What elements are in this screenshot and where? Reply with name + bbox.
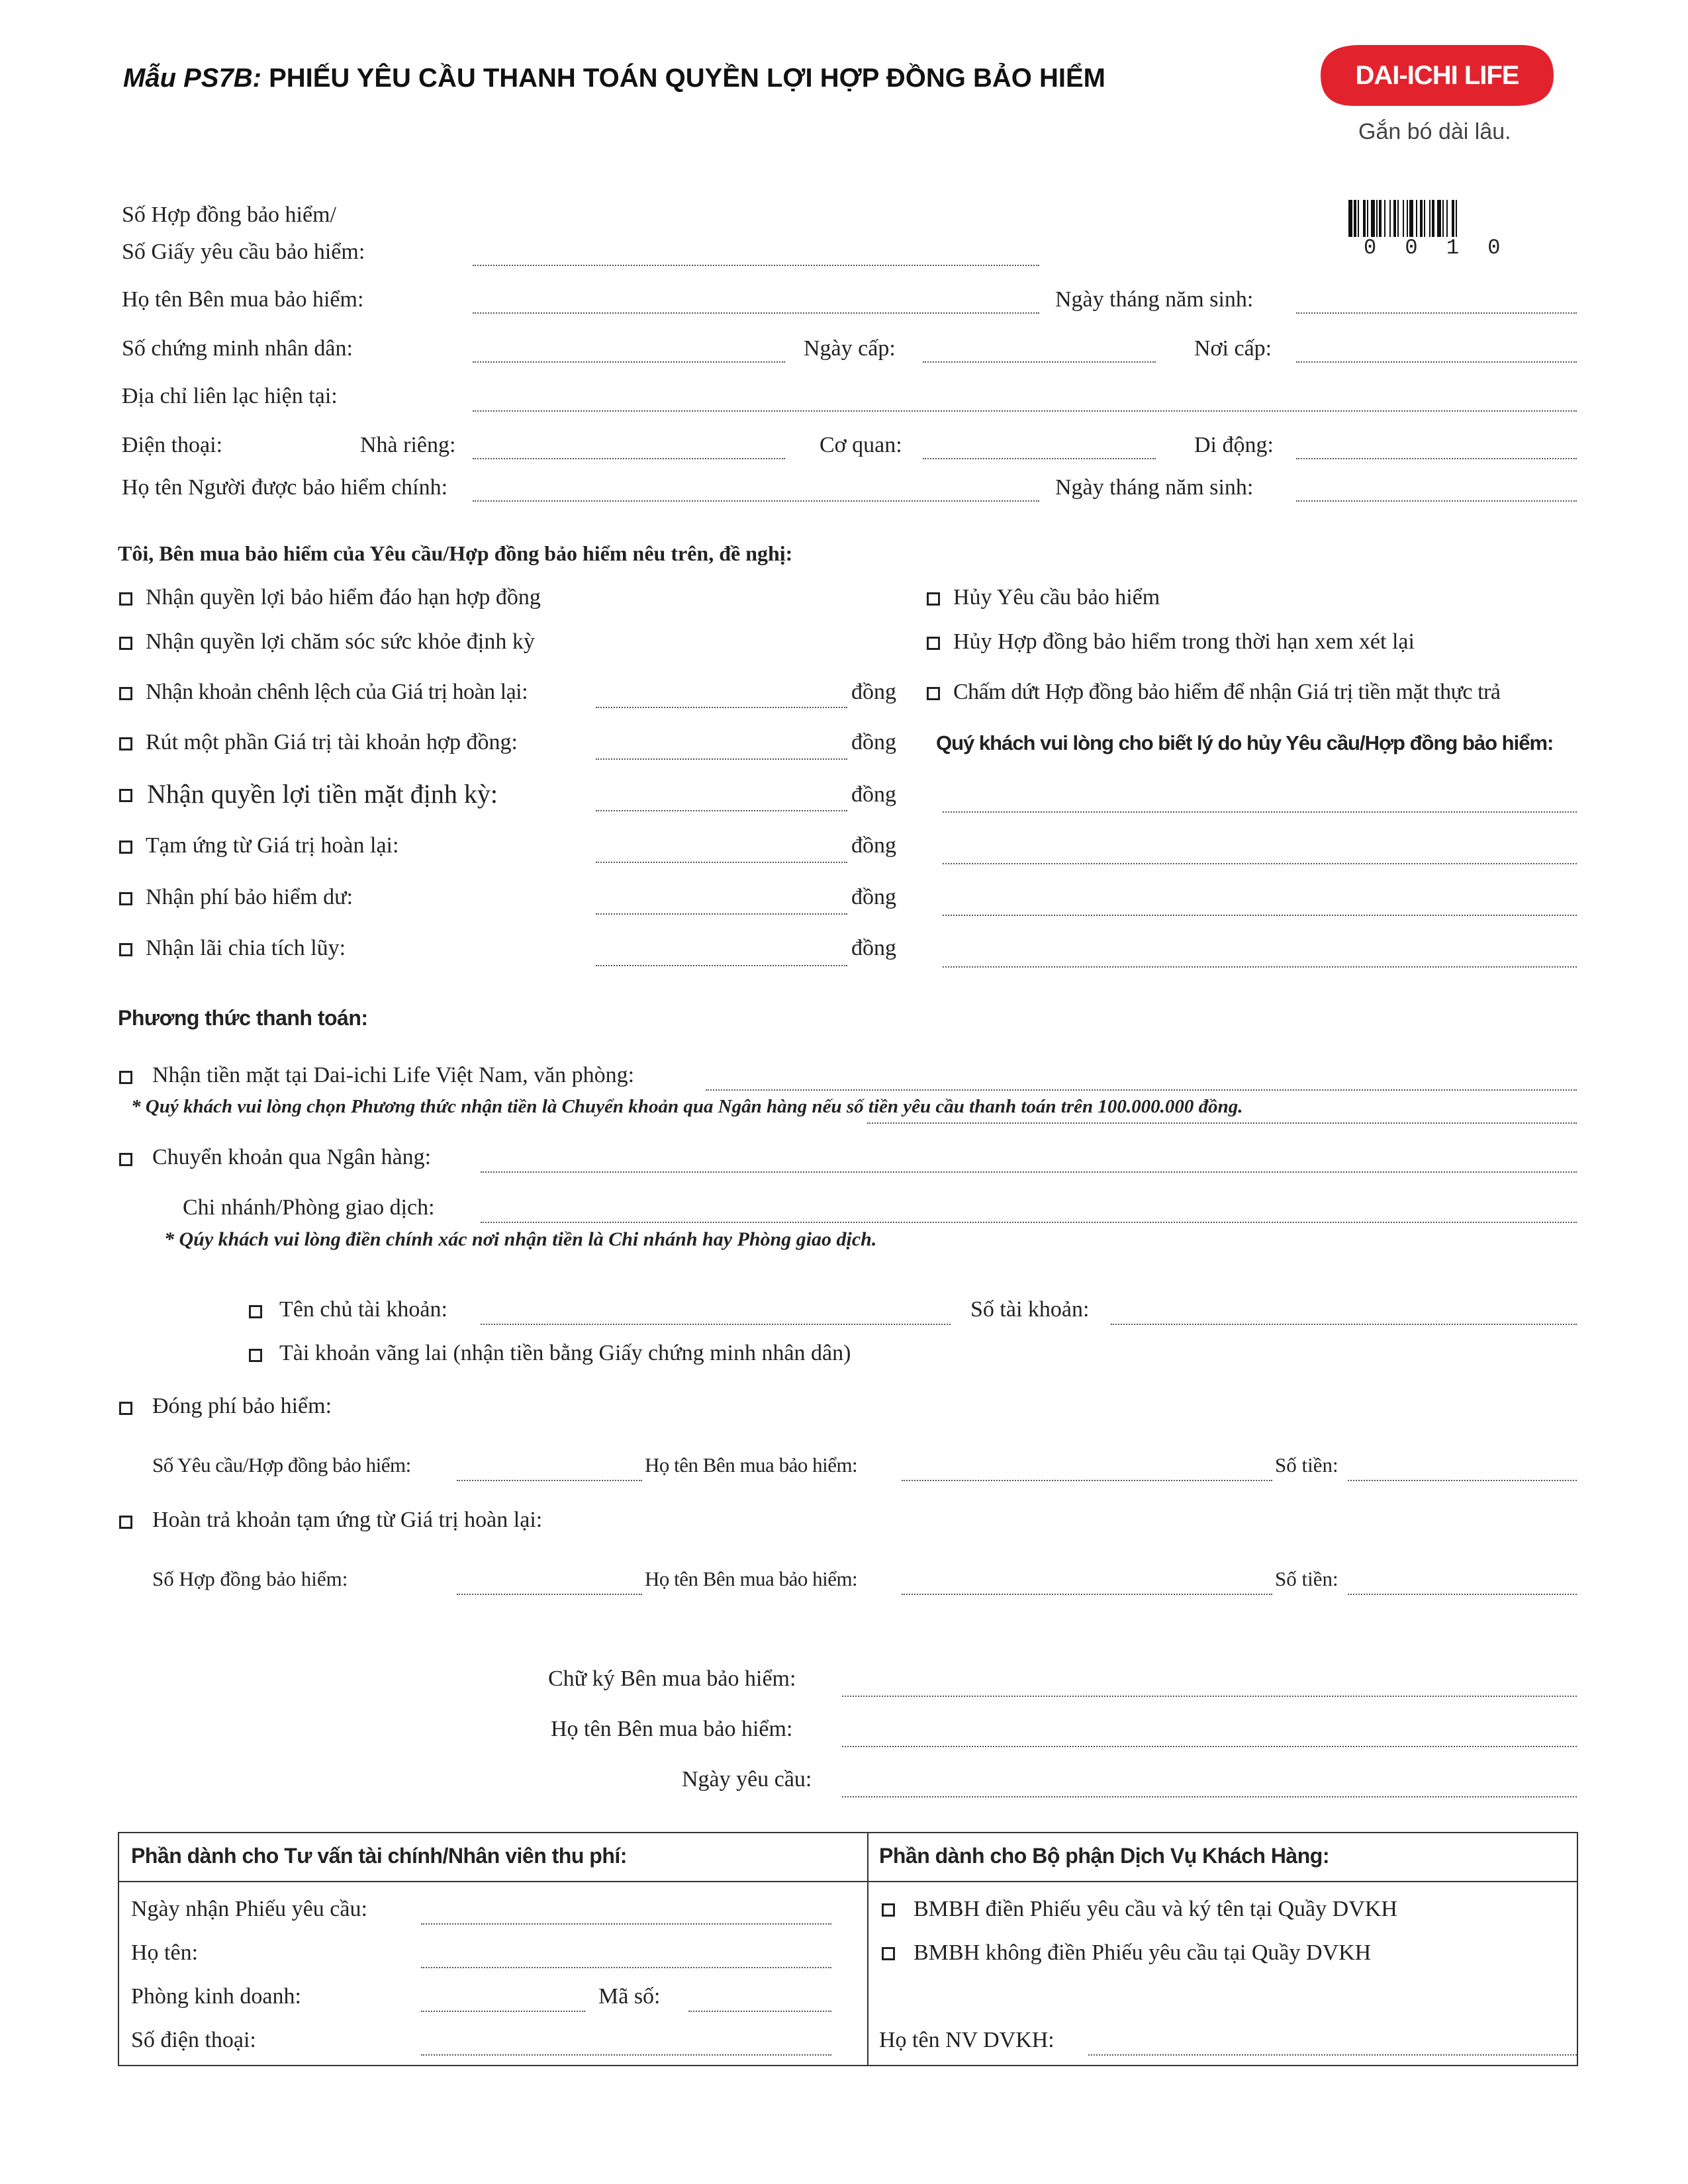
- phone-label: Điện thoại:: [122, 433, 223, 457]
- payment-heading: Phương thức thanh toán:: [118, 1006, 368, 1030]
- payment-branch-label: Chi nhánh/Phòng giao dịch:: [183, 1195, 435, 1220]
- insured-name-label: Họ tên Người được bảo hiểm chính:: [122, 475, 448, 500]
- option-cash-benefit-label: Nhận quyền lợi tiền mặt định kỳ:: [147, 779, 498, 809]
- cash-benefit-amount-field[interactable]: [596, 810, 847, 811]
- payment-cash-checkbox[interactable]: [119, 1071, 132, 1084]
- logo-text: DAI-ICHI LIFE: [1355, 61, 1519, 90]
- payment-cash-note: * Quý khách vui lòng chọn Phương thức nhận tiền là Chuyển khoản qua Ngân hàng nếu số tiền yêu cầu thanh toán trên 100.000.000 đồng.: [131, 1096, 1243, 1117]
- repay-advance-checkbox[interactable]: [119, 1516, 132, 1529]
- issue-date-field[interactable]: [923, 361, 1156, 363]
- cs-option-1-label: BMBH điền Phiếu yêu cầu và ký tên tại Quầy DVKH: [914, 1897, 1397, 1921]
- payment-cash-office-field[interactable]: [706, 1089, 1577, 1091]
- advisor-section-heading: Phần dành cho Tư vấn tài chính/Nhân viên thu phí:: [131, 1844, 627, 1868]
- option-partial-withdraw-checkbox[interactable]: [119, 737, 132, 751]
- logo-tagline: Gắn bó dài lâu.: [1358, 119, 1511, 144]
- request-date-label: Ngày yêu cầu:: [682, 1767, 812, 1792]
- dividend-amount-field[interactable]: [596, 965, 847, 966]
- contract-number-label-2: Số Giấy yêu cầu bảo hiểm:: [122, 240, 365, 264]
- payment-bank-label: Chuyển khoản qua Ngân hàng:: [152, 1145, 432, 1169]
- pay-premium-label: Đóng phí bảo hiểm:: [152, 1394, 332, 1418]
- issue-place-label: Nơi cấp:: [1194, 336, 1272, 361]
- buyer-dob-label: Ngày tháng năm sinh:: [1055, 287, 1254, 312]
- id-number-field[interactable]: [473, 361, 785, 363]
- option-terminate-checkbox[interactable]: [927, 687, 940, 700]
- repay-amount-field[interactable]: [1348, 1594, 1577, 1595]
- insured-name-field[interactable]: [473, 500, 1039, 502]
- cancel-reason-line-3[interactable]: [943, 915, 1577, 916]
- account-number-label: Số tài khoản:: [970, 1297, 1090, 1322]
- option-maturity-checkbox[interactable]: [119, 592, 132, 606]
- option-cancel-request-label: Hủy Yêu cầu bảo hiểm: [953, 585, 1160, 610]
- payment-cash-label: Nhận tiền mặt tại Dai-ichi Life Việt Nam, văn phòng:: [152, 1063, 635, 1087]
- advisor-code-label: Mã số:: [598, 1984, 661, 2009]
- advance-amount-field[interactable]: [596, 862, 847, 863]
- payment-bank-checkbox[interactable]: [119, 1153, 132, 1166]
- currency-label: đồng: [851, 782, 896, 807]
- repay-advance-label: Hoàn trả khoản tạm ứng từ Giá trị hoàn lại:: [152, 1508, 543, 1532]
- option-dividend-checkbox[interactable]: [119, 943, 132, 956]
- office-phone-label: Cơ quan:: [820, 433, 902, 457]
- option-partial-withdraw-label: Rút một phần Giá trị tài khoản hợp đồng:: [146, 730, 518, 754]
- account-holder-field[interactable]: [481, 1324, 951, 1325]
- form-title: [123, 64, 1105, 93]
- signature-field[interactable]: [842, 1696, 1577, 1697]
- payment-branch-note: * Qúy khách vui lòng điền chính xác nơi nhận tiền là Chi nhánh hay Phòng giao dịch.: [164, 1228, 877, 1250]
- cancel-reason-line-4[interactable]: [943, 966, 1577, 968]
- option-maturity-label: Nhận quyền lợi bảo hiểm đáo hạn hợp đồng: [146, 585, 541, 610]
- premium-contract-label: Số Yêu cầu/Hợp đồng bảo hiểm:: [152, 1453, 411, 1477]
- barcode: [1347, 200, 1539, 237]
- option-dividend-label: Nhận lãi chia tích lũy:: [146, 936, 346, 960]
- account-number-field[interactable]: [1111, 1324, 1577, 1325]
- request-date-field[interactable]: [842, 1796, 1577, 1797]
- cs-option-1-checkbox[interactable]: [882, 1903, 895, 1917]
- signature-name-label: Họ tên Bên mua bảo hiểm:: [551, 1717, 793, 1741]
- sales-office-field[interactable]: [421, 2011, 585, 2012]
- option-terminate-label: Chấm dứt Hợp đồng bảo hiểm để nhận Giá trị tiền mặt thực trả: [953, 680, 1501, 704]
- premium-amount-label: Số tiền:: [1275, 1453, 1338, 1477]
- option-cash-benefit-checkbox[interactable]: [119, 789, 132, 802]
- buyer-name-field[interactable]: [473, 312, 1039, 314]
- currency-label: đồng: [851, 936, 896, 960]
- currency-label: đồng: [851, 730, 896, 754]
- form-title-text: PHIẾU YÊU CẦU THANH TOÁN QUYỀN LỢI HỢP ĐỒNG BẢO HIỂM: [269, 64, 1105, 93]
- office-phone-field[interactable]: [923, 458, 1156, 459]
- barcode-number: 0 0 1 0: [1364, 236, 1501, 260]
- advisor-name-label: Họ tên:: [131, 1940, 199, 1965]
- buyer-dob-field[interactable]: [1296, 312, 1577, 314]
- partial-withdraw-amount-field[interactable]: [596, 758, 847, 760]
- signature-name-field[interactable]: [842, 1746, 1577, 1747]
- issue-date-label: Ngày cấp:: [804, 336, 896, 361]
- insured-dob-label: Ngày tháng năm sinh:: [1055, 475, 1254, 500]
- premium-buyer-label: Họ tên Bên mua bảo hiểm:: [645, 1453, 858, 1477]
- form-code: Mẫu PS7B:: [123, 64, 261, 93]
- sales-office-label: Phòng kinh doanh:: [131, 1984, 301, 2009]
- payment-bank-field[interactable]: [481, 1171, 1577, 1173]
- premium-amount-field[interactable]: [1348, 1480, 1577, 1481]
- received-date-label: Ngày nhận Phiếu yêu cầu:: [131, 1897, 367, 1921]
- currency-label: đồng: [851, 885, 896, 909]
- contract-number-label-1: Số Hợp đồng bảo hiểm/: [122, 203, 336, 227]
- advisor-phone-field[interactable]: [421, 2054, 831, 2056]
- cancel-reason-line-2[interactable]: [943, 863, 1577, 864]
- surrender-diff-amount-field[interactable]: [596, 707, 847, 708]
- option-excess-premium-label: Nhận phí bảo hiểm dư:: [146, 885, 353, 909]
- walk-in-account-label: Tài khoản vãng lai (nhận tiền bằng Giấy chứng minh nhân dân): [279, 1341, 851, 1365]
- premium-contract-field[interactable]: [457, 1480, 642, 1481]
- contract-number-field[interactable]: [473, 265, 1039, 266]
- id-number-label: Số chứng minh nhân dân:: [122, 336, 353, 361]
- option-health-label: Nhận quyền lợi chăm sóc sức khỏe định kỳ: [146, 629, 535, 654]
- repay-buyer-field[interactable]: [902, 1594, 1272, 1595]
- option-cancel-contract-checkbox[interactable]: [927, 637, 940, 650]
- account-holder-label: Tên chủ tài khoản:: [279, 1297, 447, 1322]
- cancel-reason-line-1[interactable]: [943, 811, 1577, 813]
- excess-premium-amount-field[interactable]: [596, 913, 847, 915]
- insured-dob-field[interactable]: [1296, 500, 1577, 502]
- received-date-field[interactable]: [421, 1923, 831, 1925]
- option-surrender-diff-label: Nhận khoản chênh lệch của Giá trị hoàn lại:: [146, 680, 528, 704]
- issue-place-field[interactable]: [1296, 361, 1577, 363]
- home-phone-field[interactable]: [473, 458, 785, 459]
- table-divider-horizontal: [119, 1881, 1577, 1882]
- mobile-phone-label: Di động:: [1194, 433, 1274, 457]
- pay-premium-checkbox[interactable]: [119, 1402, 132, 1415]
- payment-branch-field[interactable]: [481, 1222, 1577, 1223]
- currency-label: đồng: [851, 833, 896, 858]
- mobile-phone-field[interactable]: [1296, 458, 1577, 459]
- cs-option-2-checkbox[interactable]: [882, 1947, 895, 1960]
- signature-label: Chữ ký Bên mua bảo hiểm:: [548, 1666, 796, 1691]
- barcode-icon: [1347, 200, 1539, 237]
- repay-contract-label: Số Hợp đồng bảo hiểm:: [152, 1567, 348, 1590]
- advisor-phone-label: Số điện thoại:: [131, 2028, 256, 2052]
- option-health-checkbox[interactable]: [119, 637, 132, 650]
- walk-in-account-checkbox[interactable]: [249, 1349, 262, 1362]
- option-excess-premium-checkbox[interactable]: [119, 892, 132, 905]
- payment-cash-office-field-2[interactable]: [867, 1122, 1577, 1124]
- account-holder-checkbox[interactable]: [249, 1305, 262, 1318]
- request-heading: Tôi, Bên mua bảo hiểm của Yêu cầu/Hợp đồng bảo hiểm nêu trên, đề nghị:: [118, 541, 793, 565]
- option-cancel-contract-label: Hủy Hợp đồng bảo hiểm trong thời hạn xem xét lại: [953, 629, 1415, 654]
- cs-staff-name-label: Họ tên NV DVKH:: [879, 2028, 1055, 2052]
- premium-buyer-field[interactable]: [902, 1480, 1272, 1481]
- cs-staff-name-field[interactable]: [1088, 2054, 1577, 2056]
- option-surrender-diff-checkbox[interactable]: [119, 687, 132, 700]
- cancel-reason-heading: Quý khách vui lòng cho biết lý do hủy Yêu cầu/Hợp đồng bảo hiểm:: [936, 731, 1554, 754]
- table-divider-vertical: [867, 1833, 868, 2065]
- address-field[interactable]: [473, 410, 1577, 412]
- company-logo: [1314, 41, 1560, 110]
- advisor-name-field[interactable]: [421, 1967, 831, 1968]
- cs-section-heading: Phần dành cho Bộ phận Dịch Vụ Khách Hàng:: [879, 1844, 1329, 1868]
- address-label: Địa chỉ liên lạc hiện tại:: [122, 384, 338, 408]
- repay-contract-field[interactable]: [457, 1594, 642, 1595]
- repay-amount-label: Số tiền:: [1275, 1567, 1338, 1590]
- buyer-name-label: Họ tên Bên mua bảo hiểm:: [122, 287, 364, 312]
- cs-option-2-label: BMBH không điền Phiếu yêu cầu tại Quầy DVKH: [914, 1940, 1372, 1965]
- option-advance-checkbox[interactable]: [119, 841, 132, 854]
- currency-label: đồng: [851, 680, 896, 704]
- home-phone-label: Nhà riêng:: [360, 433, 456, 457]
- repay-buyer-label: Họ tên Bên mua bảo hiểm:: [645, 1567, 858, 1590]
- advisor-code-field[interactable]: [688, 2011, 831, 2012]
- option-advance-label: Tạm ứng từ Giá trị hoàn lại:: [146, 833, 399, 858]
- option-cancel-request-checkbox[interactable]: [927, 592, 940, 606]
